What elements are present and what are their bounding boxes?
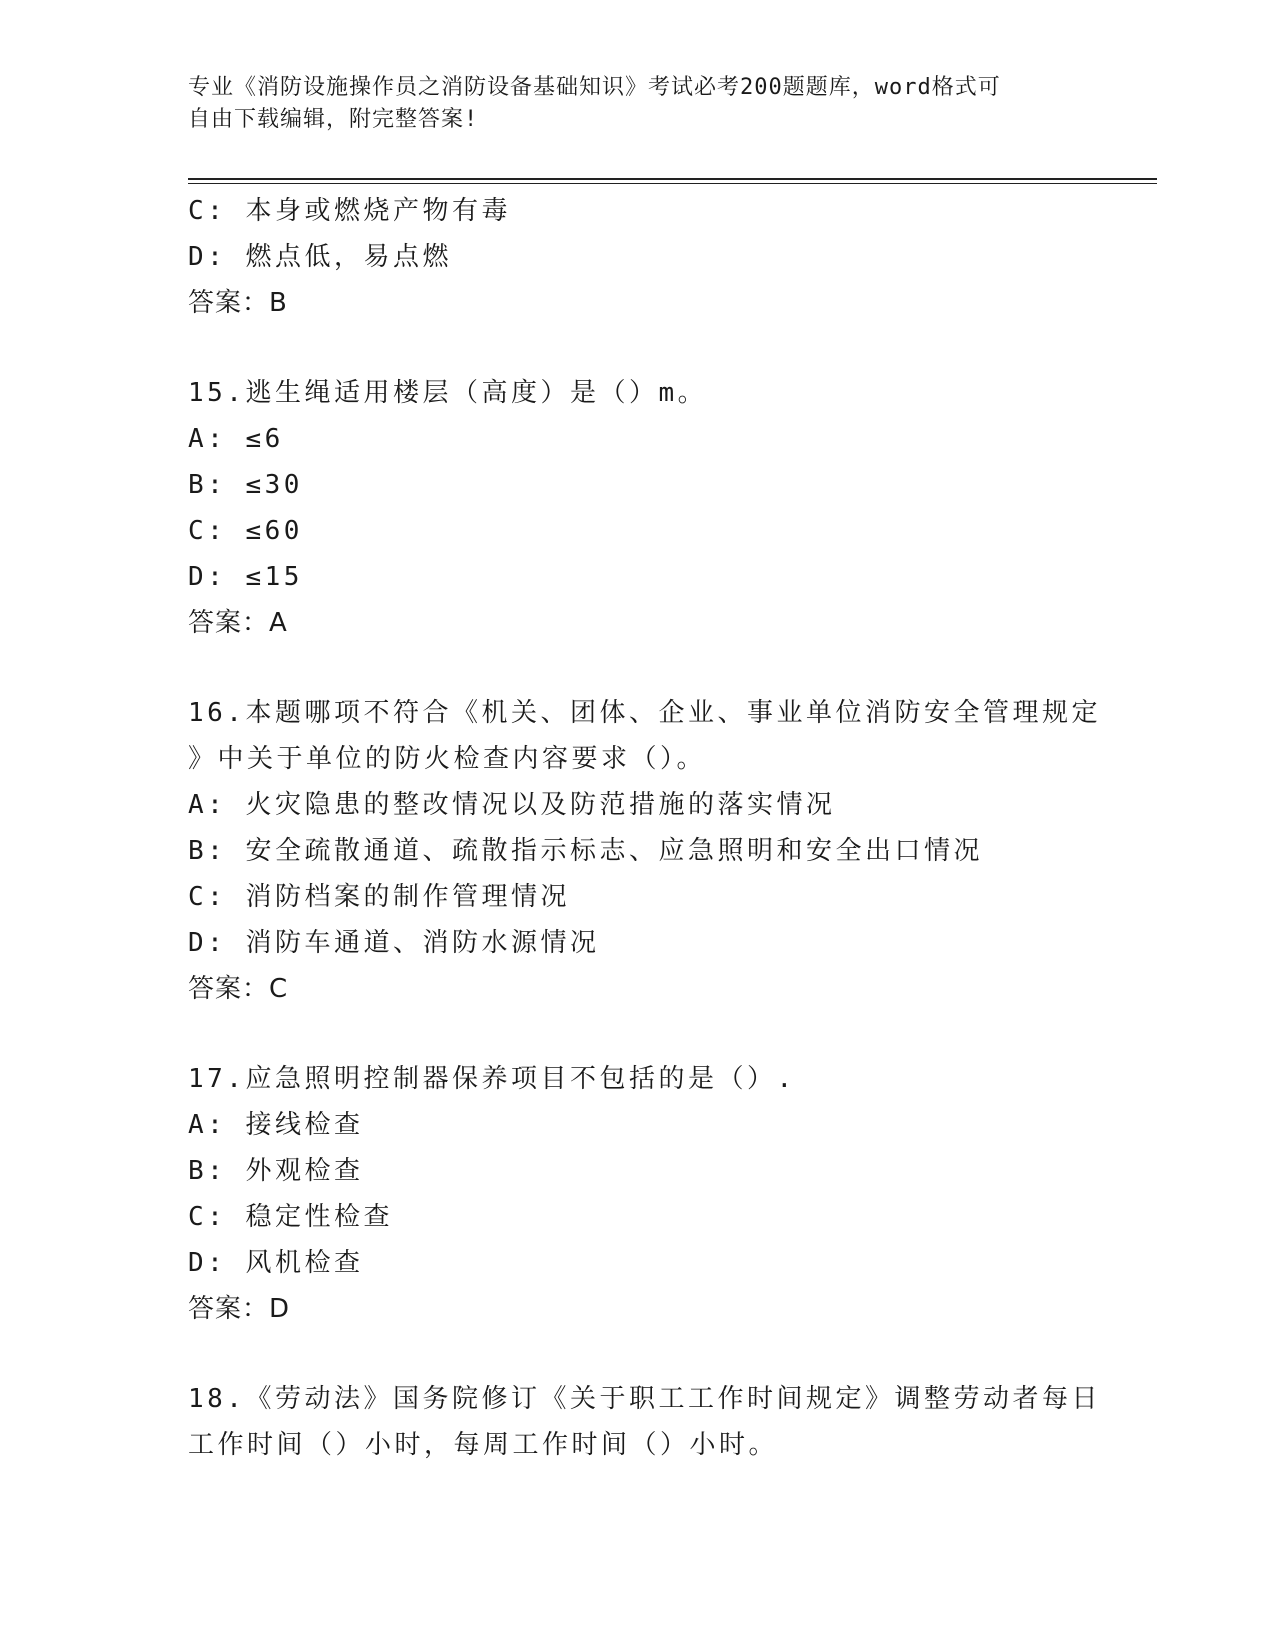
question-16 bbox=[188, 690, 1101, 1012]
header-line-1: 专业《消防设施操作员之消防设备基础知识》考试必考200题题库，word格式可 bbox=[188, 75, 1001, 100]
option-c: C: ≤60 bbox=[188, 516, 303, 546]
option-a: A: 火灾隐患的整改情况以及防范措施的落实情况 bbox=[188, 790, 836, 820]
question-stem: 15.逃生绳适用楼层（高度）是（）m。 bbox=[188, 378, 708, 408]
answer-line: 答案：B bbox=[188, 288, 288, 318]
question-18 bbox=[188, 1376, 1101, 1468]
header-divider-thin bbox=[188, 183, 1157, 184]
answer-line: 答案：A bbox=[188, 608, 288, 638]
option-c: C: 本身或燃烧产物有毒 bbox=[188, 196, 511, 226]
question-stem-cont: 工作时间（）小时，每周工作时间（）小时。 bbox=[188, 1430, 779, 1460]
document-header bbox=[188, 72, 1088, 136]
question-stem: 16.本题哪项不符合《机关、团体、企业、事业单位消防安全管理规定 bbox=[188, 698, 1101, 728]
option-d: D: 燃点低，易点燃 bbox=[188, 242, 452, 272]
option-b: B: 安全疏散通道、疏散指示标志、应急照明和安全出口情况 bbox=[188, 836, 983, 866]
option-a: A: 接线检查 bbox=[188, 1110, 364, 1140]
option-c: C: 稳定性检查 bbox=[188, 1202, 393, 1232]
question-stem: 18.《劳动法》国务院修订《关于职工工作时间规定》调整劳动者每日 bbox=[188, 1384, 1101, 1414]
option-a: A: ≤6 bbox=[188, 424, 284, 454]
question-15 bbox=[188, 370, 1088, 646]
option-d: D: ≤15 bbox=[188, 562, 303, 592]
option-b: B: ≤30 bbox=[188, 470, 303, 500]
question-stem: 17.应急照明控制器保养项目不包括的是（）. bbox=[188, 1064, 796, 1094]
question-17 bbox=[188, 1056, 1088, 1332]
header-divider-thick bbox=[188, 178, 1157, 180]
answer-line: 答案：C bbox=[188, 974, 289, 1004]
option-b: B: 外观检查 bbox=[188, 1156, 364, 1186]
question-stem-cont: 》中关于单位的防火检查内容要求（）。 bbox=[188, 744, 707, 774]
header-line-2: 自由下载编辑，附完整答案! bbox=[188, 107, 479, 132]
option-d: D: 风机检查 bbox=[188, 1248, 364, 1278]
option-c: C: 消防档案的制作管理情况 bbox=[188, 882, 570, 912]
previous-question-tail bbox=[188, 188, 1088, 326]
option-d: D: 消防车通道、消防水源情况 bbox=[188, 928, 600, 958]
question-list bbox=[188, 188, 1101, 1468]
answer-line: 答案：D bbox=[188, 1294, 291, 1324]
